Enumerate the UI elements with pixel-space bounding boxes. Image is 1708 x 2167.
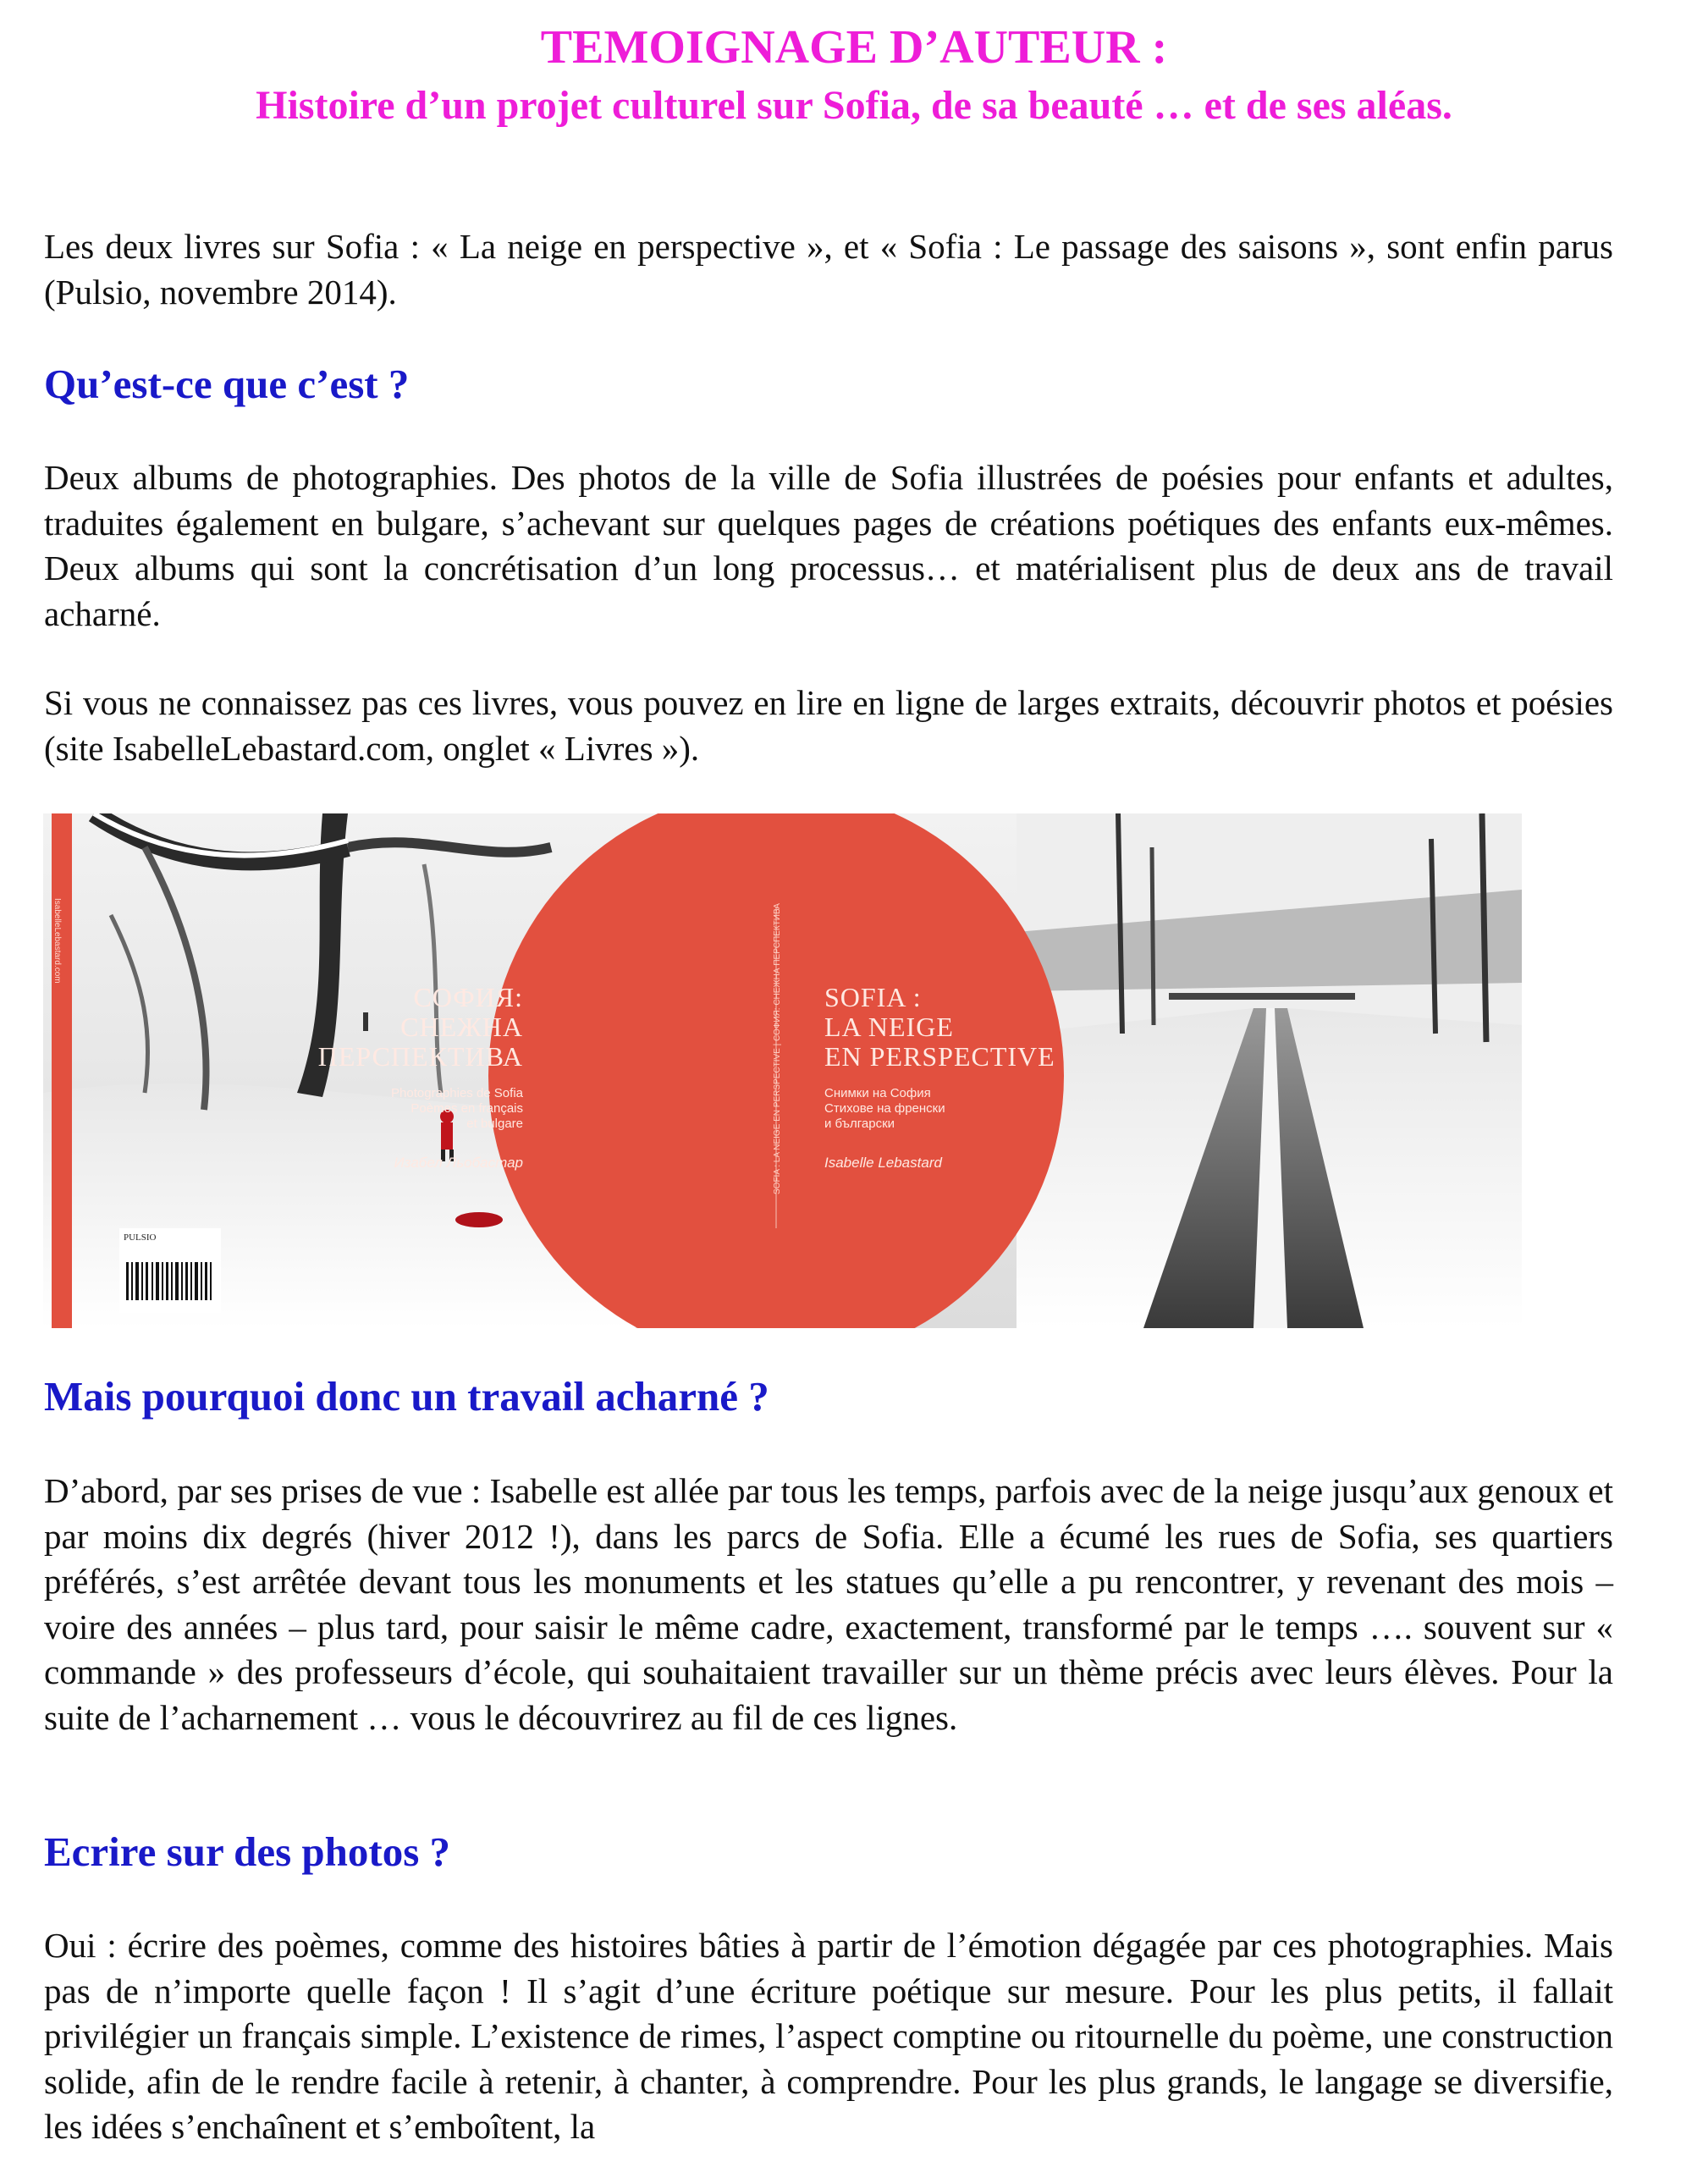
cover-right-title-3: EN PERSPECTIVE bbox=[824, 1041, 1055, 1072]
cover-right-sub-1: Снимки на София bbox=[824, 1086, 931, 1100]
cover-spine-url: IsabelleLebastard.com bbox=[52, 898, 62, 984]
cover-right-sub-2: Стихове на френски bbox=[824, 1101, 945, 1116]
page-subtitle: Histoire d’un projet culturel sur Sofia, de sa beauté … et de ses aléas. bbox=[256, 83, 1452, 128]
cover-left-sub-1: Photographies de Sofia bbox=[391, 1086, 523, 1100]
intro-paragraph: Les deux livres sur Sofia : « La neige en perspective », et « Sofia : Le passage des saisons », sont enfin parus (Pulsio, novembre 2014). bbox=[44, 227, 1613, 312]
cover-spine-text: SOFIA : LA NEIGE EN PERSPECTIVE | СОФИЯ: СНЕЖНА ПЕРСПЕКТИВА bbox=[773, 903, 782, 1194]
section-heading-what: Qu’est-ce que c’est ? bbox=[44, 361, 410, 407]
section-what-paragraph-2: Si vous ne connaissez pas ces livres, vous pouvez en lire en ligne de larges extraits, découvrir photos et poésies (site IsabelleLebastard.com, onglet « Livres »). bbox=[44, 683, 1613, 768]
section-why-paragraph: D’abord, par ses prises de vue : Isabelle est allée par tous les temps, parfois avec de la neige jusqu’aux genoux et par moins dix degrés (hiver 2012 !), dans les parcs de Sofia. Elle a écumé les rues de Sofia, ses quartiers préférés, s’est arrêtée devant tous les monuments et les statues qu’elle a pu rencontrer, y revenant des mois – voire des années – plus tard, pour saisir le même cadre, exactement, transformé par le temps …. souvent sur « commande » des professeurs d’école, qui souhaitaient travailler sur un thème précis avec leurs élèves. Pour la suite de l’acharnement … vous le découvrirez au fil de ces lignes. bbox=[44, 1471, 1613, 1737]
cover-left-sub-2: Poèmes en français bbox=[410, 1101, 523, 1116]
section-heading-why: Mais pourquoi donc un travail acharné ? bbox=[44, 1373, 769, 1420]
page-title: TEMOIGNAGE D’AUTEUR : bbox=[540, 21, 1168, 74]
cover-left-author: Изабел Льобастар bbox=[394, 1155, 523, 1171]
cover-left-title-3: ПЕРСПЕКТИВА bbox=[317, 1041, 523, 1072]
cover-right-title-2: LA NEIGE bbox=[824, 1012, 954, 1042]
cover-right-author: Isabelle Lebastard bbox=[824, 1155, 942, 1171]
section-what-paragraph-1: Deux albums de photographies. Des photos de la ville de Sofia illustrées de poésies pour enfants et adultes, traduites également en bulgare, s’achevant sur quelques pages de créations poétiques des enfants eux-mêmes. Deux albums qui sont la concrétisation d’un long processus… et matérialisent plus de deux ans de travail acharné. bbox=[44, 458, 1613, 633]
cover-right-title-1: SOFIA : bbox=[824, 982, 922, 1012]
cover-artwork bbox=[43, 813, 1522, 1328]
cover-left-title-2: СНЕЖНА bbox=[400, 1012, 523, 1042]
cover-right-sub-3: и български bbox=[824, 1117, 895, 1131]
cover-publisher: PULSIO bbox=[124, 1232, 157, 1243]
cover-left-title-1: СОФИЯ: bbox=[413, 982, 523, 1012]
section-writing-paragraph: Oui : écrire des poèmes, comme des histoires bâties à partir de l’émotion dégagée par ces photographies. Mais pas de n’importe quelle façon ! Il s’agit d’une écriture poétique sur mesure. Pour les plus petits, il fallait privilégier un français simple. L’existence de rimes, l’aspect comptine ou ritournelle du poème, une construction solide, afin de le rendre facile à retenir, à chanter, à comprendre. Pour les plus grands, le langage se diversifie, les idées s’enchaînent et s’emboîtent, la bbox=[44, 1926, 1613, 2146]
book-cover-image bbox=[43, 813, 1522, 1328]
section-heading-writing: Ecrire sur des photos ? bbox=[44, 1828, 451, 1875]
cover-left-sub-3: et bulgare bbox=[466, 1117, 523, 1131]
